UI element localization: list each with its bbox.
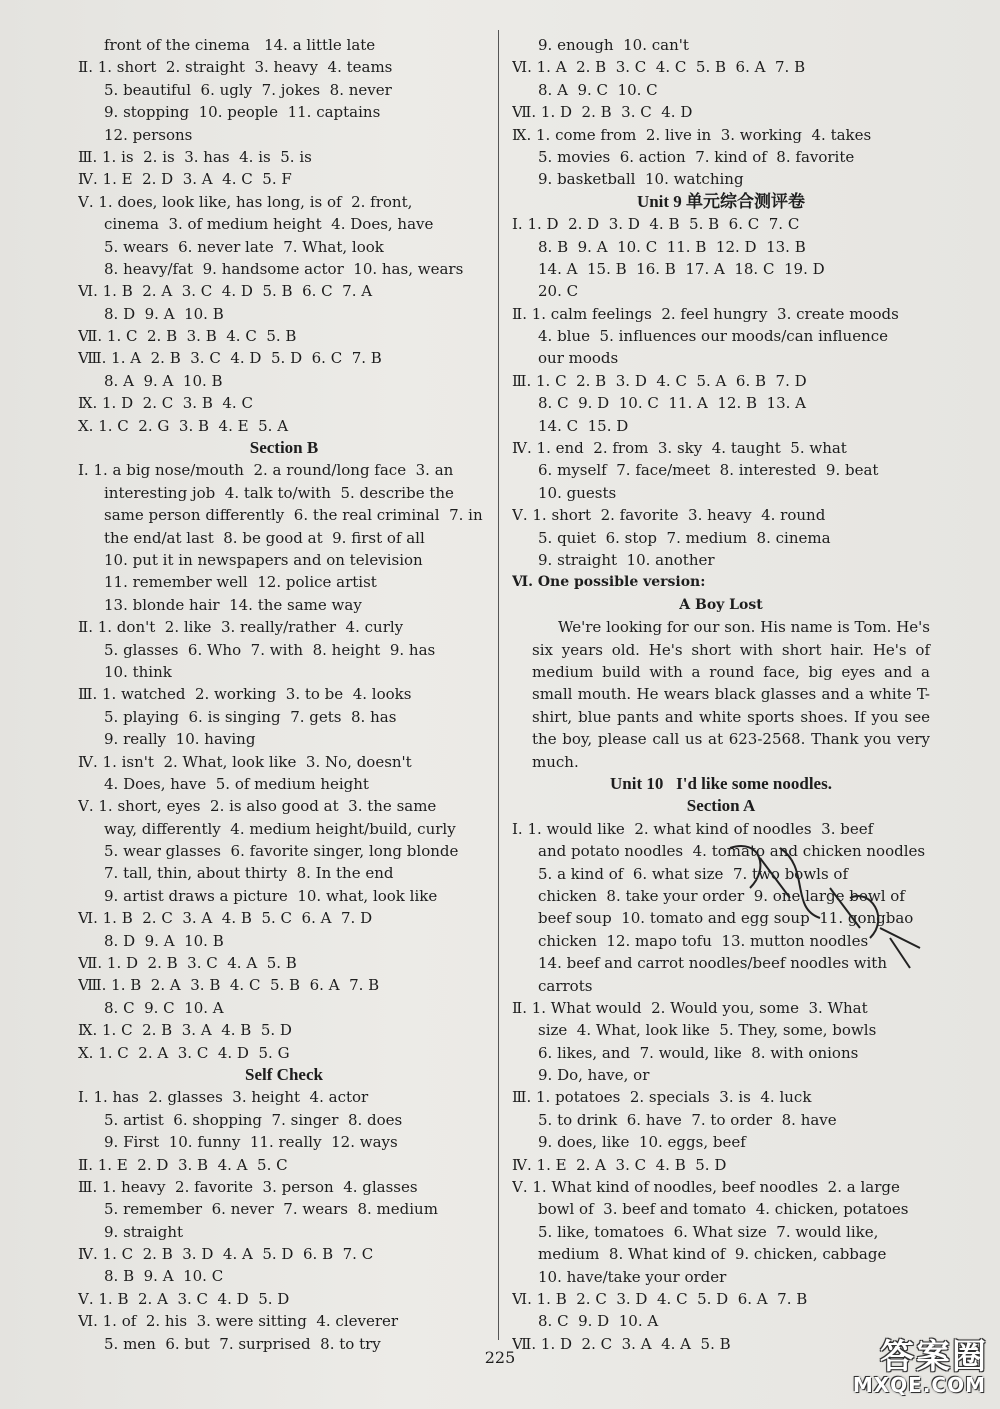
answer-line: Ⅰ. 1. a big nose/mouth 2. a round/long face 3. an	[78, 461, 454, 480]
answer-line: medium 8. What kind of 9. chicken, cabbage	[538, 1245, 887, 1264]
answer-line: Ⅶ. 1. D 2. C 3. A 4. A 5. B	[512, 1334, 731, 1353]
answer-line: Ⅹ. 1. C 2. A 3. C 4. D 5. G	[78, 1043, 290, 1062]
answer-line: 6. myself 7. face/meet 8. interested 9. beat	[538, 461, 879, 480]
watermark-url: MXQE.COM	[852, 1373, 986, 1397]
right-column	[512, 34, 930, 1355]
answer-line: Ⅳ. 1. end 2. from 3. sky 4. taught 5. what	[512, 439, 847, 458]
answer-line: Ⅵ. 1. B 2. C 3. D 4. C 5. D 6. A 7. B	[512, 1289, 808, 1308]
answer-line: Ⅶ. 1. D 2. B 3. C 4. A 5. B	[78, 954, 297, 973]
answer-line: 5. movies 6. action 7. kind of 8. favorite	[538, 147, 855, 166]
section-heading: Self Check	[245, 1064, 323, 1084]
answer-line: Ⅱ. 1. short 2. straight 3. heavy 4. teams	[78, 58, 393, 77]
essay-paragraph: We're looking for our son. His name is Tom. He's six years old. He's short with short hair. He's of medium build with a round face, big eyes and a small mouth. He wears black glasses and a white T-shirt, blue pants and white sports shoes. If you see the boy, please call us at 623-2568. Thank you very much.	[532, 618, 930, 771]
answer-line: 8. C 9. D 10. C 11. A 12. B 13. A	[538, 394, 807, 413]
section-heading: A Boy Lost	[679, 596, 763, 613]
answer-line: beef soup 10. tomato and egg soup 11. gongbao	[538, 909, 914, 928]
answer-line: Ⅵ. 1. B 2. C 3. A 4. B 5. C 6. A 7. D	[78, 909, 373, 928]
answer-line: 9. straight	[104, 1222, 184, 1241]
answer-line: Ⅴ. 1. does, look like, has long, is of 2. front,	[78, 192, 413, 211]
answer-line: 7. tall, thin, about thirty 8. In the end	[104, 864, 394, 883]
answer-line: Ⅴ. 1. short, eyes 2. is also good at 3. the same	[78, 797, 437, 816]
answer-line: 10. have/take your order	[538, 1267, 727, 1286]
answer-line: 9. really 10. having	[104, 730, 256, 749]
answer-line: 8. heavy/fat 9. handsome actor 10. has, wears	[104, 259, 464, 278]
answer-line: Ⅲ. 1. watched 2. working 3. to be 4. looks	[78, 685, 412, 704]
answer-line: Ⅲ. 1. heavy 2. favorite 3. person 4. glasses	[78, 1177, 418, 1196]
answer-line: Ⅵ. One possible version:	[512, 574, 706, 591]
answer-line: 9. artist draws a picture 10. what, look like	[104, 886, 438, 905]
section-heading: Unit 10 I'd like some noodles.	[610, 774, 832, 793]
column-divider	[498, 30, 499, 1340]
answer-line: Ⅸ. 1. come from 2. live in 3. working 4. takes	[512, 125, 872, 144]
answer-line: 9. First 10. funny 11. really 12. ways	[104, 1133, 398, 1152]
answer-line: Ⅱ. 1. don't 2. like 3. really/rather 4. curly	[78, 618, 404, 637]
answer-line: 8. C 9. D 10. A	[538, 1312, 659, 1331]
answer-line: chicken 12. mapo tofu 13. mutton noodles	[538, 931, 869, 950]
answer-line: 12. persons	[104, 125, 193, 144]
answer-line: front of the cinema 14. a little late	[104, 36, 376, 54]
answer-line: 9. basketball 10. watching	[538, 170, 744, 189]
answer-line: 4. blue 5. influences our moods/can influence	[538, 327, 889, 346]
right-column-top	[512, 34, 930, 616]
answer-line: 20. C	[538, 282, 579, 301]
answer-line: 8. A 9. A 10. B	[104, 371, 223, 390]
answer-line: 5. quiet 6. stop 7. medium 8. cinema	[538, 528, 831, 547]
answer-line: same person differently 6. the real criminal 7. in	[104, 506, 483, 525]
answer-line: Ⅶ. 1. C 2. B 3. B 4. C 5. B	[78, 327, 297, 346]
answer-line: 5. wear glasses 6. favorite singer, long blonde	[104, 842, 459, 861]
section-heading: Section A	[686, 796, 756, 816]
answer-line: size 4. What, look like 5. They, some, bowls	[538, 1021, 877, 1040]
answer-line: Ⅳ. 1. E 2. D 3. A 4. C 5. F	[78, 170, 292, 189]
left-column	[78, 34, 490, 1355]
answer-line: Ⅴ. 1. What kind of noodles, beef noodles 2. a large	[512, 1178, 900, 1197]
answer-line: carrots	[538, 976, 593, 995]
answer-line: 13. blonde hair 14. the same way	[104, 595, 362, 614]
answer-line: 10. think	[104, 662, 172, 681]
answer-line: Ⅲ. 1. C 2. B 3. D 4. C 5. A 6. B 7. D	[512, 371, 807, 390]
answer-line: 5. beautiful 6. ugly 7. jokes 8. never	[104, 80, 392, 99]
answer-line: 14. C 15. D	[538, 416, 629, 435]
answer-line: 14. beef and carrot noodles/beef noodles with	[538, 954, 887, 973]
answer-line: Ⅰ. 1. D 2. D 3. D 4. B 5. B 6. C 7. C	[512, 215, 800, 234]
answer-line: Ⅱ. 1. What would 2. Would you, some 3. What	[512, 998, 868, 1017]
answer-line: Ⅶ. 1. D 2. B 3. C 4. D	[512, 103, 693, 122]
answer-line: 5. artist 6. shopping 7. singer 8. does	[104, 1110, 403, 1129]
answer-line: 4. Does, have 5. of medium height	[104, 774, 369, 793]
answer-line: 5. glasses 6. Who 7. with 8. height 9. has	[104, 640, 436, 659]
answer-line: bowl of 3. beef and tomato 4. chicken, potatoes	[538, 1200, 909, 1219]
answer-line: 5. wears 6. never late 7. What, look	[104, 237, 384, 256]
watermark-logo-text: 答案圈	[880, 1337, 988, 1377]
answer-line: 9. does, like 10. eggs, beef	[538, 1133, 746, 1152]
answer-line: 6. likes, and 7. would, like 8. with onions	[538, 1043, 859, 1062]
answer-line: Ⅱ. 1. calm feelings 2. feel hungry 3. create moods	[512, 304, 899, 323]
answer-line: 5. to drink 6. have 7. to order 8. have	[538, 1110, 837, 1129]
answer-line: chicken 8. take your order 9. one large bowl of	[538, 886, 905, 905]
answer-line: Ⅰ. 1. would like 2. what kind of noodles 3. beef	[512, 819, 874, 838]
handwritten-scribble	[720, 828, 940, 978]
answer-line: 9. straight 10. another	[538, 550, 715, 569]
answer-line: 8. B 9. A 10. C	[104, 1267, 224, 1286]
answer-line: Ⅵ. 1. of 2. his 3. were sitting 4. cleverer	[78, 1312, 399, 1331]
answer-line: 8. D 9. A 10. B	[104, 304, 224, 323]
answer-line: 10. guests	[538, 483, 617, 502]
answer-line: Ⅱ. 1. E 2. D 3. B 4. A 5. C	[78, 1155, 288, 1174]
answer-line: way, differently 4. medium height/build, curly	[104, 819, 456, 838]
answer-line: 11. remember well 12. police artist	[104, 573, 377, 592]
answer-line: Ⅳ. 1. isn't 2. What, look like 3. No, doesn't	[78, 752, 412, 771]
answer-line: 14. A 15. B 16. B 17. A 18. C 19. D	[538, 259, 825, 278]
answer-line: our moods	[538, 349, 619, 368]
answer-line: Ⅸ. 1. C 2. B 3. A 4. B 5. D	[78, 1021, 292, 1040]
answer-line: cinema 3. of medium height 4. Does, have	[104, 215, 434, 234]
answer-line: interesting job 4. talk to/with 5. describe the	[104, 483, 454, 502]
answer-line: Ⅴ. 1. B 2. A 3. C 4. D 5. D	[78, 1289, 290, 1308]
answer-line: Ⅷ. 1. B 2. A 3. B 4. C 5. B 6. A 7. B	[78, 976, 380, 995]
answer-line: Ⅲ. 1. potatoes 2. specials 3. is 4. luck	[512, 1088, 812, 1107]
watermark-logo	[810, 1329, 988, 1401]
answer-line: 8. C 9. C 10. A	[104, 998, 224, 1017]
answer-line: and potato noodles 4. tomato and chicken noodles	[538, 842, 926, 861]
answer-line: 8. A 9. C 10. C	[538, 80, 658, 99]
answer-line: Ⅳ. 1. C 2. B 3. D 4. A 5. D 6. B 7. C	[78, 1245, 374, 1264]
answer-line: Ⅹ. 1. C 2. G 3. B 4. E 5. A	[78, 416, 289, 435]
section-heading: Section B	[249, 438, 319, 458]
answer-line: Ⅳ. 1. E 2. A 3. C 4. B 5. D	[512, 1155, 727, 1174]
answer-line: 5. a kind of 6. what size 7. two bowls of	[538, 864, 849, 883]
answer-line: 10. put it in newspapers and on television	[104, 550, 423, 569]
answer-line: the end/at last 8. be good at 9. first of all	[104, 528, 425, 547]
answer-line: Ⅴ. 1. short 2. favorite 3. heavy 4. round	[512, 506, 826, 525]
answer-line: 8. B 9. A 10. C 11. B 12. D 13. B	[538, 237, 806, 256]
answer-line: 5. like, tomatoes 6. What size 7. would like,	[538, 1222, 879, 1241]
answer-line: 8. D 9. A 10. B	[104, 931, 224, 950]
page-number: 225	[484, 1348, 516, 1367]
answer-line: 9. stopping 10. people 11. captains	[104, 103, 381, 122]
answer-line: 5. remember 6. never 7. wears 8. medium	[104, 1200, 438, 1219]
answer-line: 5. men 6. but 7. surprised 8. to try	[104, 1334, 381, 1353]
answer-line: Ⅵ. 1. B 2. A 3. C 4. D 5. B 6. C 7. A	[78, 282, 373, 301]
answer-line: Ⅲ. 1. is 2. is 3. has 4. is 5. is	[78, 147, 312, 166]
section-heading: Unit 9 单元综合测评卷	[636, 191, 806, 211]
answer-line: Ⅵ. 1. A 2. B 3. C 4. C 5. B 6. A 7. B	[512, 58, 806, 77]
answer-line: Ⅸ. 1. D 2. C 3. B 4. C	[78, 394, 253, 413]
answer-line: 5. playing 6. is singing 7. gets 8. has	[104, 707, 397, 726]
answer-line: Ⅰ. 1. has 2. glasses 3. height 4. actor	[78, 1088, 369, 1107]
answer-line: 9. enough 10. can't	[538, 36, 689, 54]
answer-line: Ⅷ. 1. A 2. B 3. C 4. D 5. D 6. C 7. B	[78, 349, 382, 368]
answer-line: 9. Do, have, or	[538, 1066, 650, 1085]
